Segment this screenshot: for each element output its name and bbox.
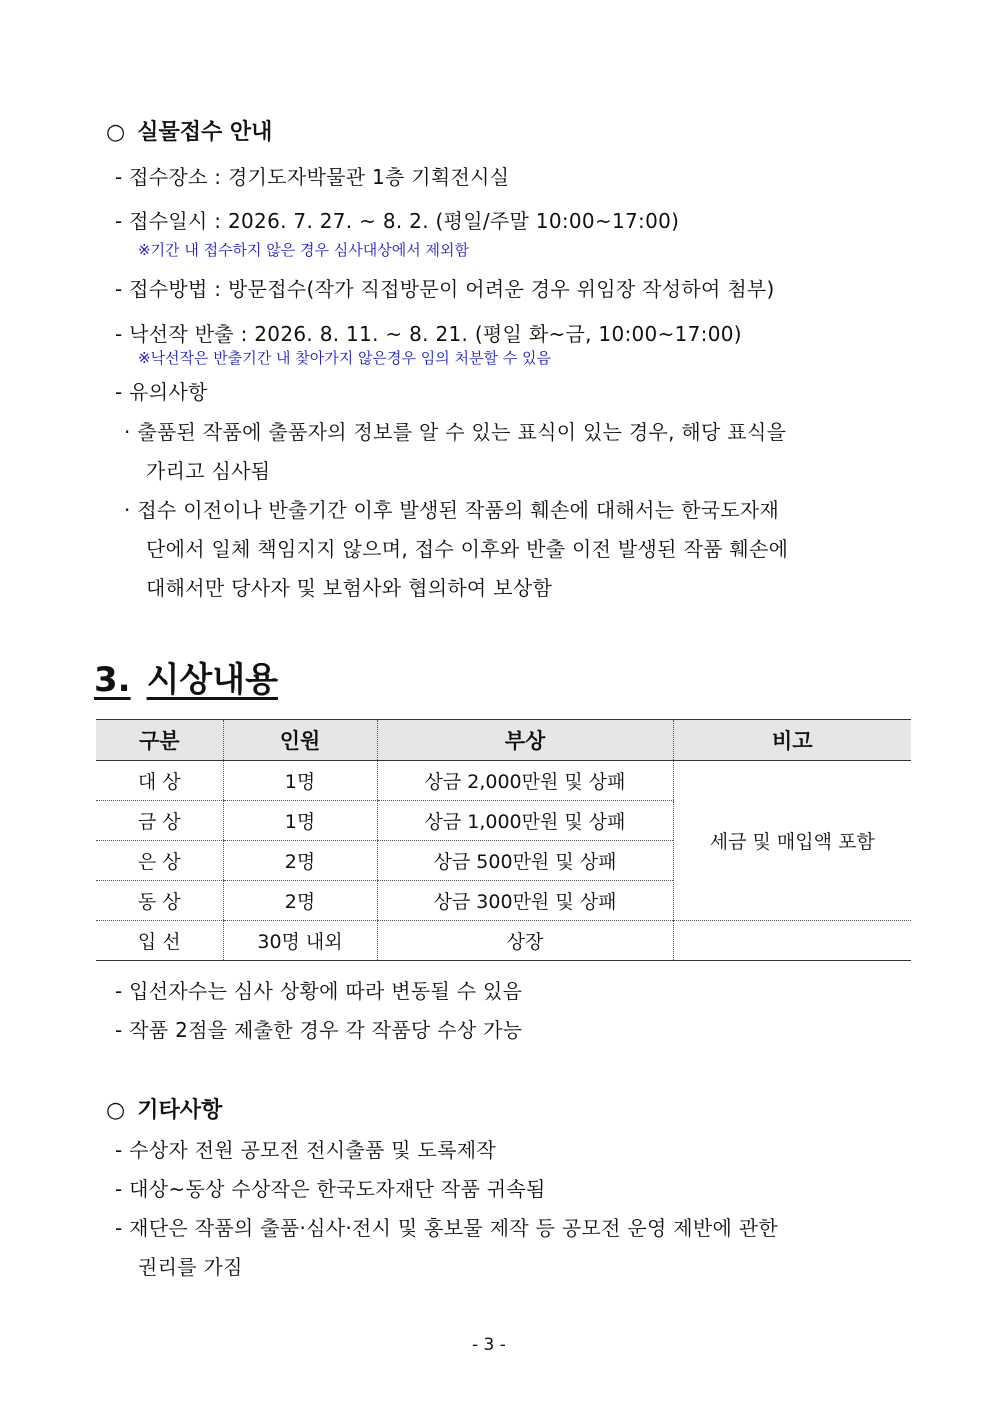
other-heading-text: 기타사항 — [137, 1098, 223, 1123]
awards-table-header-row — [96, 720, 911, 761]
circle-bullet-icon: ○ — [106, 1098, 126, 1123]
section-title-awards — [94, 652, 278, 701]
header-prize: 부상 — [377, 720, 673, 761]
award-count: 30명 내외 — [223, 921, 377, 961]
other-item-2: - 대상~동상 수상작은 한국도자재단 작품 귀속됨 — [115, 1177, 546, 1201]
header-remark: 비고 — [673, 720, 911, 761]
award-category: 금 상 — [96, 801, 223, 841]
awards-table — [96, 719, 911, 961]
award-category: 입 선 — [96, 921, 223, 961]
caution-item-2-cont2: 대해서만 당사자 및 보험사와 협의하여 보상함 — [146, 576, 553, 600]
caution-item-2-cont1: 단에서 일체 책임지지 않으며, 접수 이후와 반출 이전 발생된 작품 훼손에 — [146, 537, 789, 561]
receipt-heading-text: 실물접수 안내 — [137, 120, 273, 145]
receipt-method: - 접수방법 : 방문접수(작가 직접방문이 어려운 경우 위임장 작성하여 첨부) — [115, 277, 775, 301]
section-heading-receipt — [106, 115, 272, 146]
award-prize: 상금 300만원 및 상패 — [377, 881, 673, 921]
caution-item-1-cont: 가리고 심사됨 — [146, 459, 271, 483]
award-prize: 상금 500만원 및 상패 — [377, 841, 673, 881]
table-row — [96, 761, 911, 801]
section-heading-other — [106, 1093, 222, 1124]
receipt-dates: - 접수일시 : 2026. 7. 27. ~ 8. 2. (평일/주말 10:00~17:00) — [115, 209, 680, 233]
table-row — [96, 921, 911, 961]
rejected-return: - 낙선작 반출 : 2026. 8. 11. ~ 8. 21. (평일 화~금, 10:00~17:00) — [115, 322, 742, 346]
section-number: 3. — [94, 660, 131, 700]
page-number: - 3 - — [472, 1335, 506, 1355]
header-count: 인원 — [223, 720, 377, 761]
caution-item-1: · 출품된 작품에 출품자의 정보를 알 수 있는 표식이 있는 경우, 해당 표식을 — [124, 420, 787, 444]
award-prize: 상금 2,000만원 및 상패 — [377, 761, 673, 801]
circle-bullet-icon: ○ — [106, 120, 126, 145]
award-count: 2명 — [223, 881, 377, 921]
rejected-return-note: ※낙선작은 반출기간 내 찾아가지 않은경우 임의 처분할 수 있음 — [138, 349, 551, 367]
other-item-3-cont: 권리를 가짐 — [138, 1255, 243, 1279]
header-category: 구분 — [96, 720, 223, 761]
caution-item-2: · 접수 이전이나 반출기간 이후 발생된 작품의 훼손에 대해서는 한국도자재 — [124, 498, 780, 522]
award-category: 동 상 — [96, 881, 223, 921]
award-count: 1명 — [223, 761, 377, 801]
award-remark: 세금 및 매입액 포함 — [673, 761, 911, 921]
award-count: 2명 — [223, 841, 377, 881]
award-category: 대 상 — [96, 761, 223, 801]
awards-title-text: 시상내용 — [146, 660, 278, 700]
other-item-3: - 재단은 작품의 출품·심사·전시 및 홍보물 제작 등 공모전 운영 제반에 관한 — [115, 1216, 779, 1240]
cautions-label: - 유의사항 — [115, 380, 208, 404]
award-category: 은 상 — [96, 841, 223, 881]
award-prize: 상장 — [377, 921, 673, 961]
receipt-location: - 접수장소 : 경기도자박물관 1층 기획전시실 — [115, 165, 510, 189]
awards-note-2: - 작품 2점을 제출한 경우 각 작품당 수상 가능 — [115, 1018, 523, 1042]
award-count: 1명 — [223, 801, 377, 841]
receipt-dates-note: ※기간 내 접수하지 않은 경우 심사대상에서 제외함 — [138, 241, 469, 259]
other-item-1: - 수상자 전원 공모전 전시출품 및 도록제작 — [115, 1138, 497, 1162]
award-remark-empty — [673, 921, 911, 961]
award-prize: 상금 1,000만원 및 상패 — [377, 801, 673, 841]
awards-note-1: - 입선자수는 심사 상황에 따라 변동될 수 있음 — [115, 979, 523, 1003]
